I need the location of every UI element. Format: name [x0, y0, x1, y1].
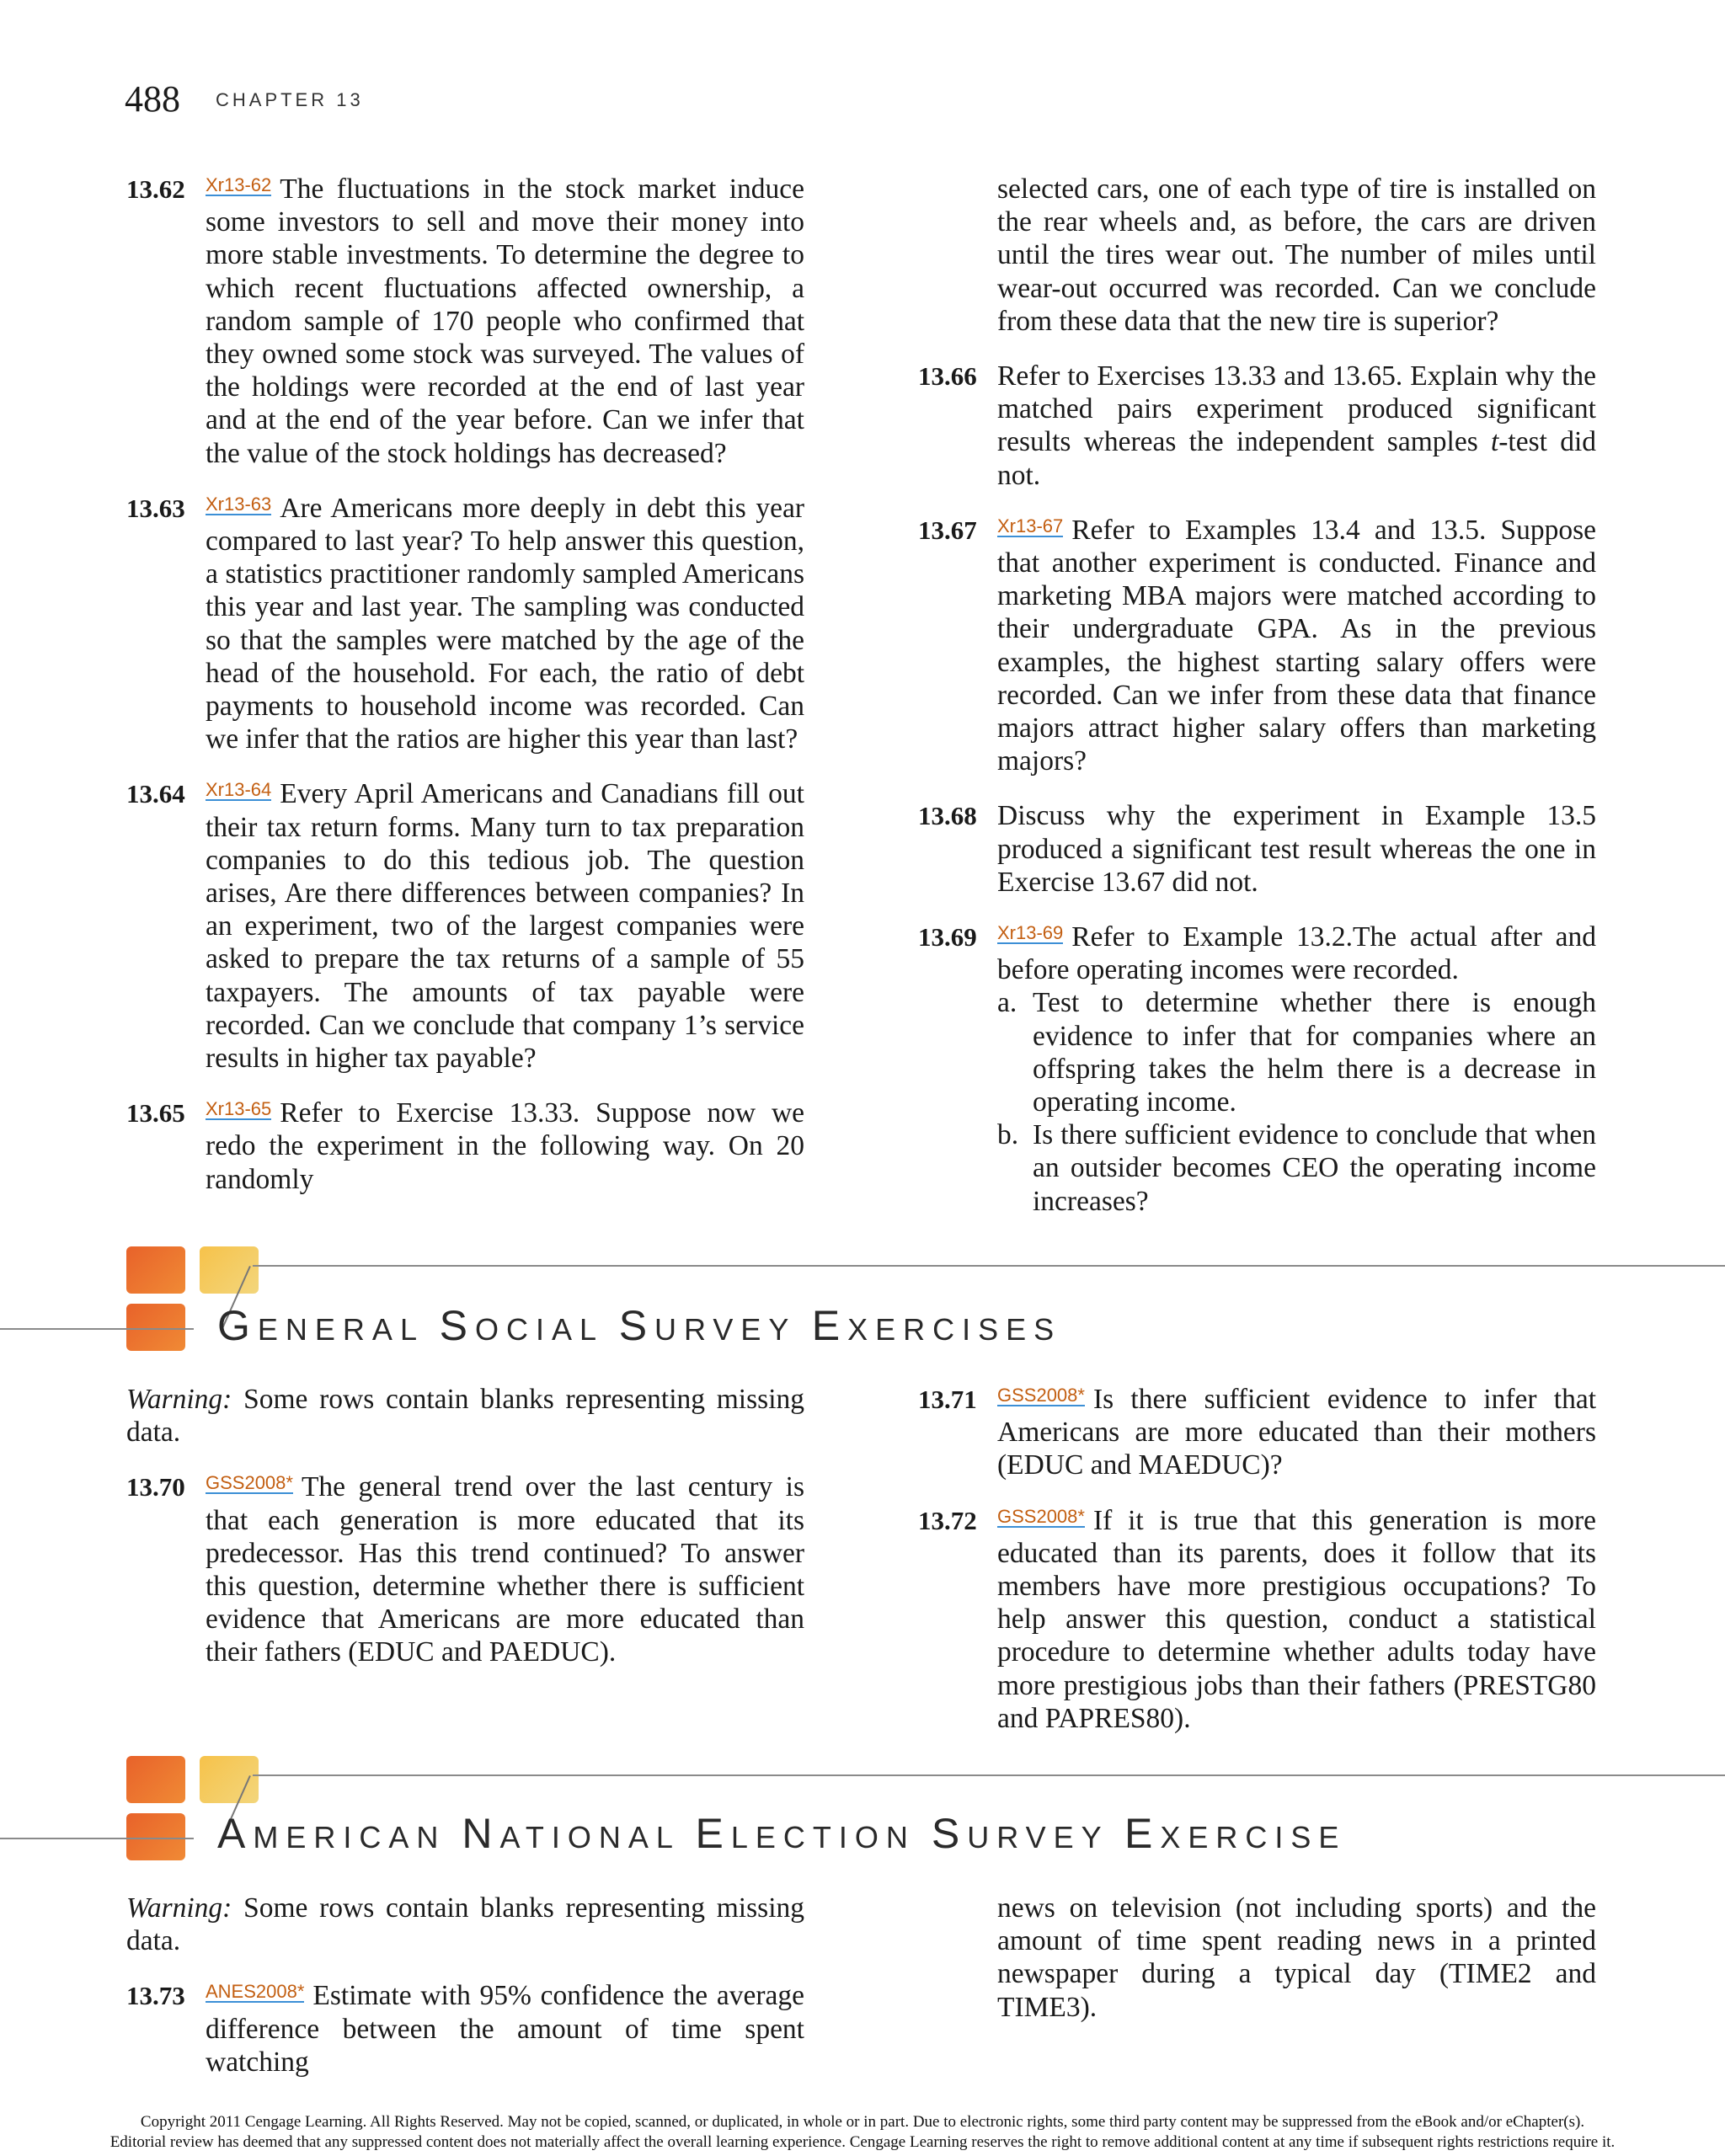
exercise-number: 13.62	[126, 174, 185, 204]
gss-warning	[126, 1383, 804, 1449]
exercise-text: The fluctuations in the stock market induce some investors to sell and move their money into more stable investments. To determine the degree to which recent fluctuations affected ownership, a random sample of 170 people who confirmed that they owned some stock was surveyed. The values of the holdings were recorded at the end of last year and at the end of the year before. Can we infer that the value of the stock holdings has decreased?	[206, 173, 804, 469]
exercise-text: Refer to Examples 13.4 and 13.5. Suppose that another experiment is conducted. Finance and marketing MBA majors were matched according to their undergraduate GPA. As in the previous examples, the highest starting salary offers were recorded. Can we infer from these data that finance majors attract higher salary offers than marketing majors?	[997, 514, 1596, 777]
exercise-text: Refer to Exercise 13.33. Suppose now we redo the experiment in the following way. On 20 randomly	[206, 1097, 804, 1195]
exercise-number: 13.71	[918, 1385, 977, 1414]
exercise-text: Refer to Example 13.2.The actual after and before operating incomes were recorded.	[997, 921, 1596, 986]
exercise-number: 13.70	[126, 1472, 185, 1502]
data-file-tag[interactable]: Xr13-65	[206, 1098, 272, 1120]
exercise-13-66	[918, 360, 1596, 492]
exercise-13-69	[918, 921, 1596, 1218]
exercise-text: Refer to Exercises 13.33 and 13.65. Explain why the matched pairs experiment produced significant results whereas the independent samples	[997, 360, 1596, 458]
gss-section-title: GENERAL SOCIAL SURVEY EXERCISES	[217, 1302, 1062, 1349]
section-rule-bottom	[0, 1328, 194, 1330]
anes-section-title: AMERICAN NATIONAL ELECTION SURVEY EXERCISE	[217, 1810, 1347, 1857]
copyright-footer	[0, 2112, 1725, 2153]
page-number: 488	[125, 78, 180, 120]
data-file-tag[interactable]: GSS2008*	[997, 1385, 1085, 1406]
copyright-line-1: Copyright 2011 Cengage Learning. All Rights Reserved. May not be copied, scanned, or duplicated, in whole or in part. Due to electronic rights, some third party content may be suppressed from the eBook and/or eChapter(s).	[140, 2113, 1585, 2131]
exercise-text: Every April Americans and Canadians fill out their tax return forms. Many turn to tax preparation companies to do this tedious job. The question arises, Are there differences between companies? In an experiment, two of the largest companies were asked to prepare the tax returns of a sample of 55 taxpayers. The amounts of tax payable were recorded. Can we conclude that company 1’s service results in higher tax payable?	[206, 778, 804, 1075]
section-icon-yellow-top	[200, 1756, 259, 1803]
section-icon-orange-bottom	[126, 1304, 185, 1351]
anes-warning	[126, 1892, 804, 1957]
exercise-13-67	[918, 514, 1596, 778]
gss-right-column	[918, 1383, 1596, 1757]
exercise-text: Is there sufficient evidence to infer that Americans are more educated than their mothers (EDUC and MAEDUC)?	[997, 1384, 1596, 1481]
exercise-13-68	[918, 799, 1596, 899]
section-icon-orange-top	[126, 1756, 185, 1803]
exercise-13-70	[126, 1470, 804, 1668]
exercise-number: 13.67	[918, 515, 977, 545]
warning-text: Some rows contain blanks representing missing data.	[126, 1384, 804, 1449]
exercise-number: 13.69	[918, 922, 977, 953]
exercise-number: 13.72	[918, 1505, 977, 1535]
top-left-column	[126, 173, 804, 1218]
top-right-column	[918, 173, 1596, 1240]
part-label: a.	[997, 987, 1017, 1019]
exercise-13-65	[126, 1097, 804, 1196]
t-symbol: t	[1490, 426, 1499, 458]
section-rule-bottom	[0, 1838, 194, 1839]
exercise-number: 13.64	[126, 779, 185, 809]
section-rule-top	[253, 1265, 1725, 1267]
copyright-line-2: Editorial review has deemed that any suppressed content does not materially affect the overall learning experience. Cengage Learning reserves the right to remove additional content at any time if subsequent rights restrictions require it.	[109, 2133, 1616, 2151]
data-file-tag[interactable]: Xr13-63	[206, 493, 272, 515]
exercise-text: The general trend over the last century is that each generation is more educated that its predecessor. Has this trend continued? To answer this question, determine whether there is sufficient evidence that Americans are more educated than their fathers (EDUC and PAEDUC).	[206, 1471, 804, 1668]
data-file-tag[interactable]: GSS2008*	[206, 1472, 293, 1494]
part-label: b.	[997, 1119, 1019, 1151]
section-icon-orange-top	[126, 1246, 185, 1294]
exercise-number: 13.68	[918, 801, 977, 831]
part-text: Is there sufficient evidence to conclude that when an outsider becomes CEO the operating income increases?	[1033, 1119, 1596, 1217]
exercise-text: Estimate with 95% confidence the average difference between the amount of time spent watching	[206, 1980, 804, 2078]
section-icon-yellow-top	[200, 1246, 259, 1294]
exercise-text: If it is true that this generation is more educated than its parents, does it follow that its members have more prestigious occupations? To help answer this question, conduct a statistical procedure to determine whether adults today have more prestigious jobs than their fathers (PRESTG80 and PAPRES80).	[997, 1504, 1596, 1734]
exercise-13-64	[126, 777, 804, 1075]
data-file-tag[interactable]: Xr13-64	[206, 779, 272, 801]
exercise-text: Are Americans more deeply in debt this year compared to last year? To help answer this question, a statistics practitioner randomly sampled Americans this year and last year. The sampling was conducted so that the samples were matched by the age of the head of the household. For each, the ratio of debt payments to household income was recorded. Can we infer that the ratios are higher this year than last?	[206, 492, 804, 755]
exercise-13-73-continued: news on television (not including sports) and the amount of time spent reading news in a printed newspaper during a typical day (TIME2 and TIME3).	[997, 1892, 1596, 2023]
exercise-13-63	[126, 492, 804, 756]
part-text: Test to determine whether there is enough evidence to infer that for companies where an offspring takes the helm there is a decrease in operating income.	[1033, 987, 1596, 1118]
exercise-number: 13.73	[126, 1981, 185, 2011]
warning-label: Warning:	[126, 1892, 232, 1924]
chapter-label: CHAPTER 13	[216, 89, 364, 110]
exercise-number: 13.66	[918, 361, 977, 392]
warning-label: Warning:	[126, 1384, 232, 1415]
warning-text: Some rows contain blanks representing missing data.	[126, 1892, 804, 1957]
exercise-text: Discuss why the experiment in Example 13.5 produced a significant test result whereas the one in Exercise 13.67 did not.	[997, 800, 1596, 898]
exercise-13-72	[918, 1504, 1596, 1735]
section-icon-orange-bottom	[126, 1813, 185, 1860]
section-rule-top	[253, 1774, 1725, 1776]
part-a	[997, 986, 1596, 1118]
exercise-13-62	[126, 173, 804, 470]
anes-left-column	[126, 1892, 804, 2100]
exercise-number: 13.63	[126, 493, 185, 523]
anes-right-column	[918, 1892, 1596, 2046]
data-file-tag[interactable]: Xr13-69	[997, 922, 1064, 944]
exercise-13-73	[126, 1979, 804, 2079]
exercise-13-65-continued: selected cars, one of each type of tire is installed on the rear wheels and, as before, the cars are driven until the tires wear out. The number of miles until wear-out occurred was recorded. Can we conclude from these data that the new tire is superior?	[997, 173, 1596, 337]
gss-left-column	[126, 1383, 804, 1691]
exercise-13-71	[918, 1383, 1596, 1482]
data-file-tag[interactable]: Xr13-62	[206, 174, 272, 195]
exercise-text-end: -test did not.	[997, 426, 1597, 491]
data-file-tag[interactable]: ANES2008*	[206, 1981, 305, 2003]
data-file-tag[interactable]: Xr13-67	[997, 515, 1064, 536]
data-file-tag[interactable]: GSS2008*	[997, 1505, 1085, 1527]
part-b	[997, 1118, 1596, 1218]
exercise-number: 13.65	[126, 1098, 185, 1129]
